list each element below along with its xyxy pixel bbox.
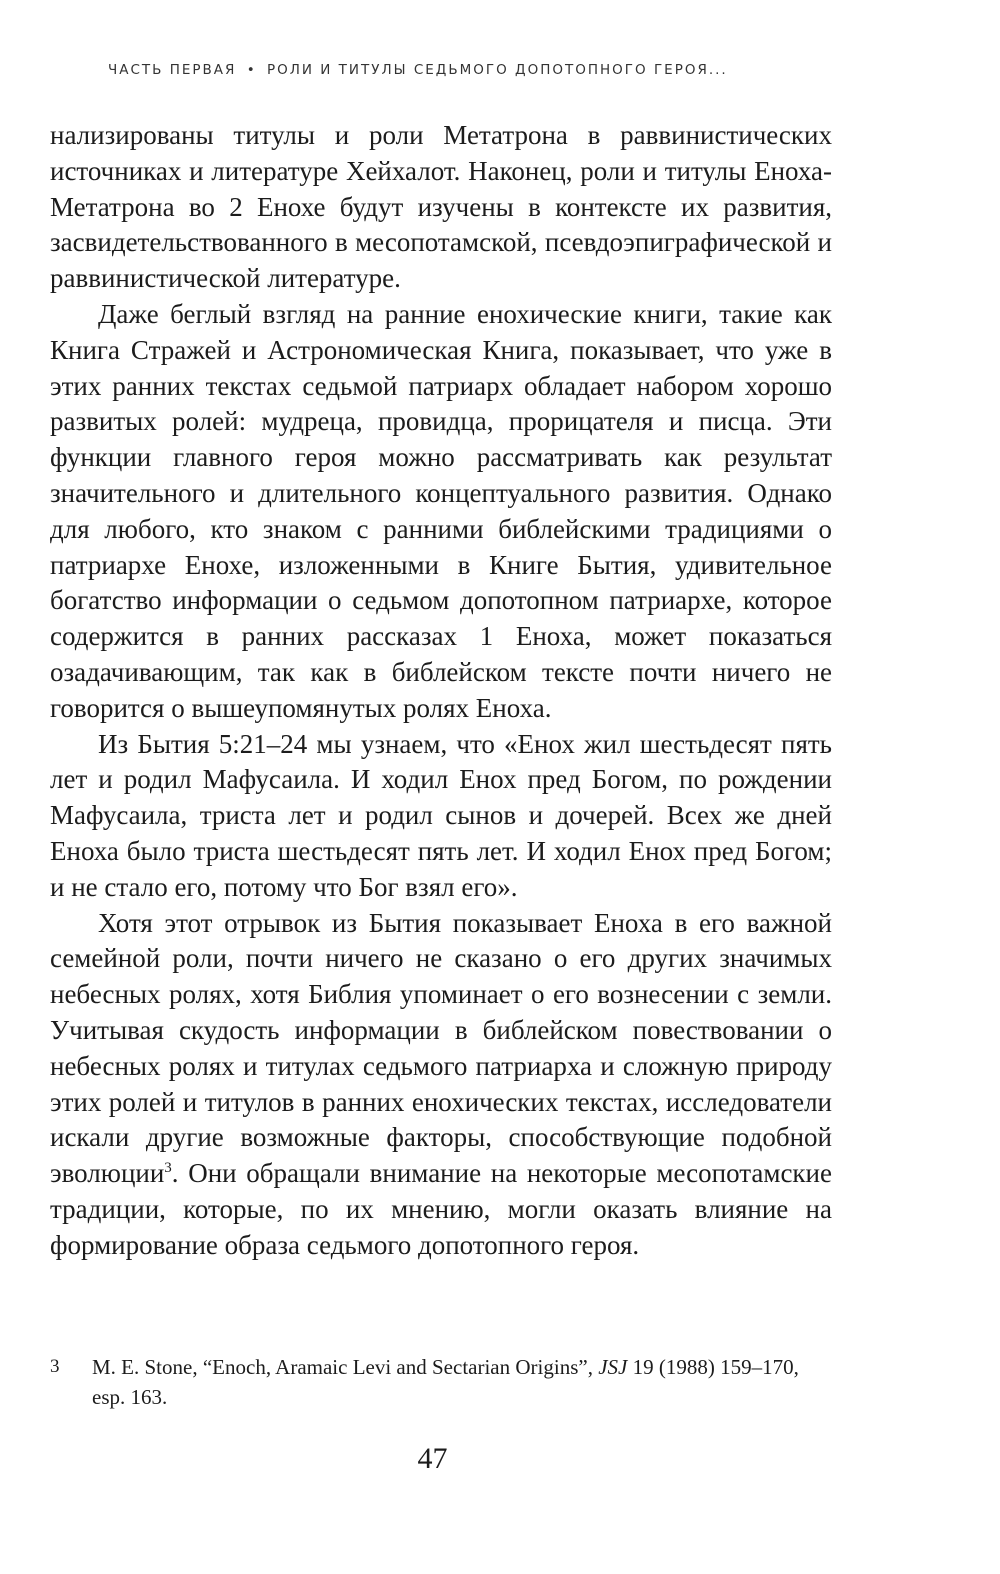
paragraph-4	[50, 906, 832, 1264]
paragraph-1: нализированы титулы и роли Метатрона в раввинистических источниках и литературе Хейхалот. Наконец, роли и титулы Еноха-Метатрона во 2 Енохе будут изучены в контексте их развития, засвидетельствованного в месопотамской, псевдоэпиграфической и раввинистической литературе.	[50, 120, 832, 294]
footnote-reference[interactable]: 3	[164, 1160, 172, 1177]
footnote-text	[92, 1352, 832, 1412]
footnote	[50, 1352, 832, 1412]
running-head-separator: •	[246, 62, 257, 78]
main-text	[50, 118, 832, 1264]
footnote-number: 3	[50, 1356, 60, 1377]
footnote-author: M. E. Stone,	[92, 1355, 203, 1379]
running-head	[108, 62, 828, 78]
paragraph-3: Из Бытия 5:21–24 мы узнаем, что «Енох жил шестьдесят пять лет и родил Мафусаила. И ходил Енох пред Богом, по рождении Мафусаила, триста лет и родил сынов и дочерей. Всех же дней Еноха было триста шестьдесят пять лет. И ходил Енох пред Богом; и не стало его, потому что Бог взял его».	[50, 728, 832, 902]
footnote-journal: JSJ	[598, 1355, 628, 1379]
footnote-details: 19 (1988) 159–170, esp. 163.	[92, 1355, 799, 1409]
footnote-title: “Enoch, Aramaic Levi and Sectarian Origins”,	[202, 1355, 599, 1379]
running-head-title: РОЛИ И ТИТУЛЫ СЕДЬМОГО ДОПОТОПНОГО ГЕРОЯ...	[266, 62, 728, 78]
paragraph-4-text-a: Хотя этот отрывок из Бытия показывает Еноха в его важной семейной роли, почти ничего не сказано о его других значимых небесных ролях, хотя Библия упоминает о его вознесении с земли. Учитывая скудость информации в библейском повествовании о небесных ролях и титулах седьмого патриарха и сложную природу этих ролей и титулов в ранних енохических текстах, исследователи искали другие возможные факторы, способствующие подобной эволюции	[50, 907, 832, 1189]
running-head-part: ЧАСТЬ ПЕРВАЯ	[108, 62, 237, 78]
paragraph-2: Даже беглый взгляд на ранние енохические книги, такие как Книга Стражей и Астрономическая Книга, показывает, что уже в этих ранних текстах седьмой патриарх обладает набором хорошо развитых ролей: мудреца, провидца, прорицателя и писца. Эти функции главного героя можно рассматривать как результат значительного и длительного концептуального развития. Однако для любого, кто знаком с ранними библейскими традициями о патриархе Енохе, изложенными в Книге Бытия, удивительное богатство информации о седьмом допотопном патриархе, которое содержится в ранних рассказах 1 Еноха, может показаться озадачивающим, так как в библейском тексте почти ничего не говорится о вышеупомянутых ролях Еноха.	[50, 298, 832, 723]
page-number: 47	[417, 1442, 448, 1475]
paragraph-4-text-b: . Они обращали внимание на некоторые месопотамские традиции, которые, по их мнению, могли оказать влияние на формирование образа седьмого допотопного героя.	[50, 1158, 832, 1260]
